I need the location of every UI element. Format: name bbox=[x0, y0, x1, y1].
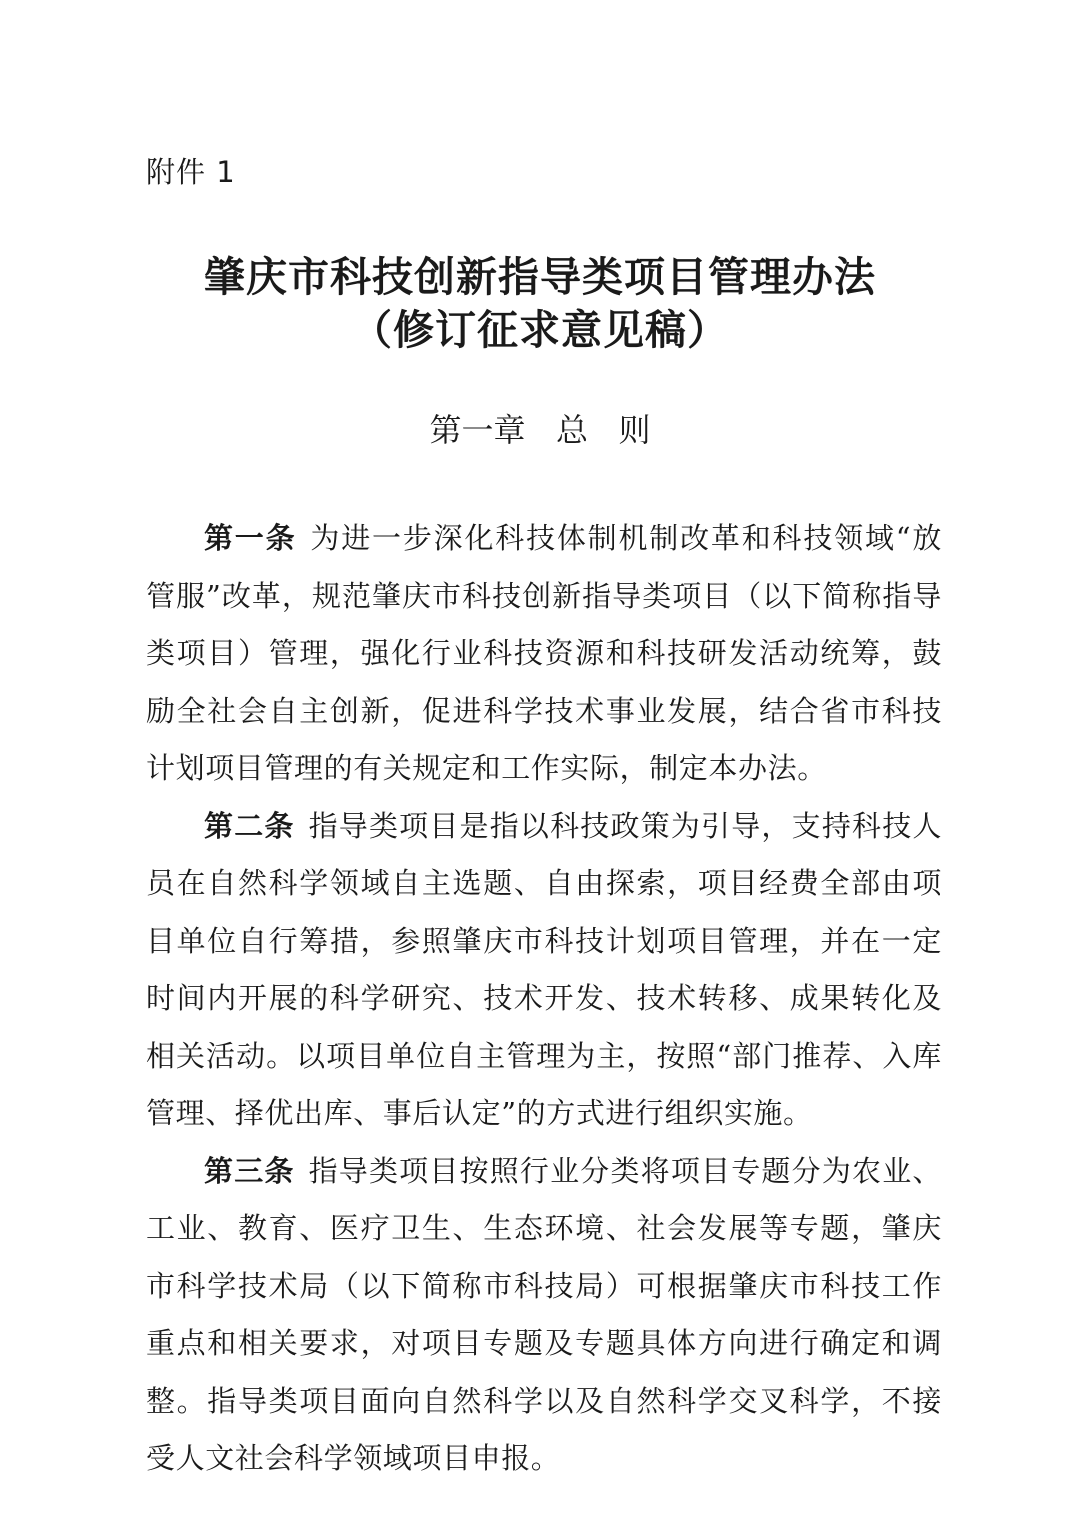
document-title: 肇庆市科技创新指导类项目管理办法 bbox=[204, 253, 876, 301]
article-2-text: 指导类项目是指以科技政策为引导，支持科技人员在自然科学领域自主选题、自由探索，项目经费全部由项目单位自行筹措，参照肇庆市科技计划项目管理，并在一定时间内开展的科学研究、技术开发、技术转移、成果转化及相关活动。以项目单位自主管理为主，按照“部门推荐、入库管理、择优出库、事后认定”的方式进行组织实施。 bbox=[146, 808, 942, 1130]
article-2 bbox=[146, 798, 942, 1143]
article-3-number: 第三条 bbox=[204, 1153, 295, 1188]
article-2-number: 第二条 bbox=[204, 808, 295, 843]
article-3 bbox=[146, 1143, 942, 1488]
document-body bbox=[146, 510, 942, 1488]
article-1-text: 为进一步深化科技体制机制改革和科技领域“放管服”改革，规范肇庆市科技创新指导类项目（以下简称指导类项目）管理，强化行业科技资源和科技研发活动统筹，鼓励全社会自主创新，促进科学技术事业发展，结合省市科技计划项目管理的有关规定和工作实际，制定本办法。 bbox=[146, 521, 942, 785]
attachment-label: 附件 1 bbox=[146, 155, 236, 189]
article-1-number: 第一条 bbox=[204, 521, 297, 555]
article-3-text: 指导类项目按照行业分类将项目专题分为农业、工业、教育、医疗卫生、生态环境、社会发展等专题，肇庆市科学技术局（以下简称市科技局）可根据肇庆市科技工作重点和相关要求，对项目专题及专题具体方向进行确定和调整。指导类项目面向自然科学以及自然科学交叉科学，不接受人文社会科学领域项目申报。 bbox=[146, 1153, 942, 1475]
document-subtitle: （修订征求意见稿） bbox=[351, 306, 729, 354]
article-1 bbox=[146, 510, 942, 798]
chapter-heading: 第一章 总 则 bbox=[429, 411, 651, 449]
